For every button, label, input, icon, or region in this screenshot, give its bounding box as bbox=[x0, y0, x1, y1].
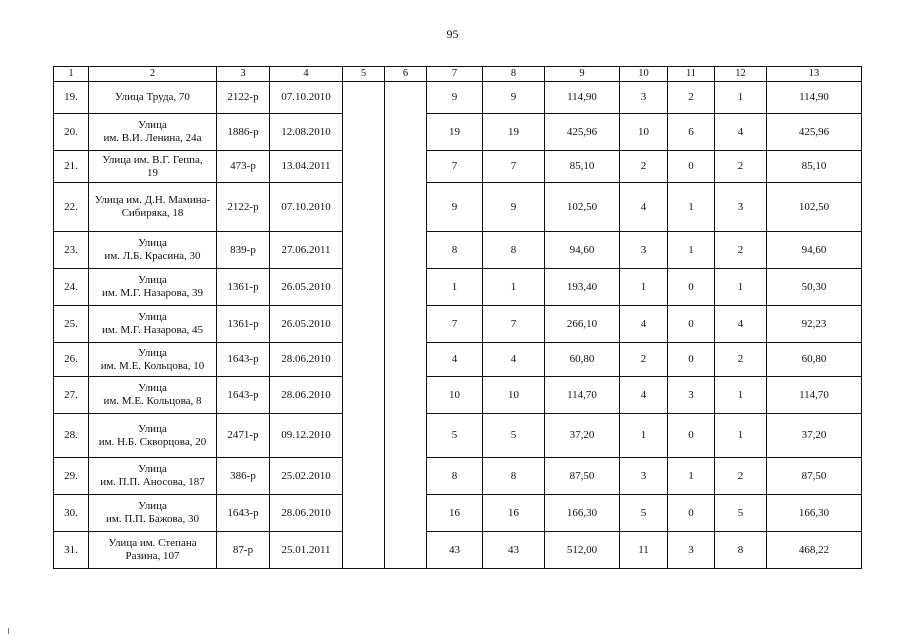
order-date: 28.06.2010 bbox=[270, 495, 343, 532]
col-11: 1 bbox=[668, 232, 715, 269]
col-header: 1 bbox=[54, 67, 89, 82]
col-8: 9 bbox=[483, 82, 545, 114]
order-number: 1643-р bbox=[217, 377, 270, 414]
col-10: 3 bbox=[620, 458, 668, 495]
col-7: 16 bbox=[427, 495, 483, 532]
street-address: Улица им. М.Г. Назарова, 45 bbox=[89, 306, 217, 343]
col-11: 1 bbox=[668, 183, 715, 232]
order-number: 839-р bbox=[217, 232, 270, 269]
col-6 bbox=[385, 414, 427, 458]
table-row bbox=[54, 114, 862, 151]
col-header: 5 bbox=[343, 67, 385, 82]
row-number: 20. bbox=[54, 114, 89, 151]
street-address: Улица им. В.И. Ленина, 24а bbox=[89, 114, 217, 151]
col-7: 7 bbox=[427, 151, 483, 183]
area-final: 114,70 bbox=[767, 377, 862, 414]
col-10: 10 bbox=[620, 114, 668, 151]
col-6 bbox=[385, 306, 427, 343]
order-date: 28.06.2010 bbox=[270, 343, 343, 377]
col-6 bbox=[385, 343, 427, 377]
table-row bbox=[54, 82, 862, 114]
col-header: 13 bbox=[767, 67, 862, 82]
col-header: 4 bbox=[270, 67, 343, 82]
row-number: 27. bbox=[54, 377, 89, 414]
street-address: Улица им. Степана Разина, 107 bbox=[89, 532, 217, 569]
row-number: 23. bbox=[54, 232, 89, 269]
col-6 bbox=[385, 532, 427, 569]
table-row bbox=[54, 232, 862, 269]
row-number: 29. bbox=[54, 458, 89, 495]
row-number: 30. bbox=[54, 495, 89, 532]
col-5 bbox=[343, 114, 385, 151]
table-row bbox=[54, 532, 862, 569]
street-address: Улица им. П.П. Бажова, 30 bbox=[89, 495, 217, 532]
table-row bbox=[54, 151, 862, 183]
col-5 bbox=[343, 377, 385, 414]
col-10: 11 bbox=[620, 532, 668, 569]
col-7: 43 bbox=[427, 532, 483, 569]
row-number: 21. bbox=[54, 151, 89, 183]
area-final: 87,50 bbox=[767, 458, 862, 495]
col-7: 10 bbox=[427, 377, 483, 414]
col-12: 2 bbox=[715, 458, 767, 495]
area-total: 37,20 bbox=[545, 414, 620, 458]
area-total: 512,00 bbox=[545, 532, 620, 569]
area-final: 102,50 bbox=[767, 183, 862, 232]
col-header: 7 bbox=[427, 67, 483, 82]
area-final: 92,23 bbox=[767, 306, 862, 343]
col-12: 1 bbox=[715, 414, 767, 458]
col-12: 4 bbox=[715, 306, 767, 343]
col-12: 5 bbox=[715, 495, 767, 532]
col-10: 5 bbox=[620, 495, 668, 532]
col-5 bbox=[343, 458, 385, 495]
col-5 bbox=[343, 532, 385, 569]
table-row bbox=[54, 343, 862, 377]
col-10: 4 bbox=[620, 183, 668, 232]
col-8: 5 bbox=[483, 414, 545, 458]
area-total: 102,50 bbox=[545, 183, 620, 232]
col-header: 11 bbox=[668, 67, 715, 82]
order-number: 473-р bbox=[217, 151, 270, 183]
order-date: 25.01.2011 bbox=[270, 532, 343, 569]
row-number: 26. bbox=[54, 343, 89, 377]
area-total: 193,40 bbox=[545, 269, 620, 306]
col-10: 1 bbox=[620, 414, 668, 458]
col-12: 8 bbox=[715, 532, 767, 569]
col-10: 2 bbox=[620, 343, 668, 377]
col-6 bbox=[385, 183, 427, 232]
col-5 bbox=[343, 151, 385, 183]
street-address: Улица им. М.Е. Кольцова, 8 bbox=[89, 377, 217, 414]
col-header: 2 bbox=[89, 67, 217, 82]
area-total: 114,90 bbox=[545, 82, 620, 114]
col-6 bbox=[385, 458, 427, 495]
col-7: 9 bbox=[427, 183, 483, 232]
table-row bbox=[54, 183, 862, 232]
column-numbers-row bbox=[54, 67, 862, 82]
col-10: 4 bbox=[620, 377, 668, 414]
area-final: 425,96 bbox=[767, 114, 862, 151]
col-7: 7 bbox=[427, 306, 483, 343]
row-number: 25. bbox=[54, 306, 89, 343]
col-11: 3 bbox=[668, 532, 715, 569]
col-7: 4 bbox=[427, 343, 483, 377]
col-11: 0 bbox=[668, 269, 715, 306]
area-total: 166,30 bbox=[545, 495, 620, 532]
col-6 bbox=[385, 114, 427, 151]
area-final: 60,80 bbox=[767, 343, 862, 377]
col-12: 4 bbox=[715, 114, 767, 151]
col-5 bbox=[343, 82, 385, 114]
street-address: Улица им. П.П. Аносова, 187 bbox=[89, 458, 217, 495]
table-row bbox=[54, 458, 862, 495]
col-6 bbox=[385, 377, 427, 414]
area-total: 266,10 bbox=[545, 306, 620, 343]
col-10: 2 bbox=[620, 151, 668, 183]
col-6 bbox=[385, 269, 427, 306]
col-5 bbox=[343, 343, 385, 377]
scan-mark bbox=[8, 628, 9, 634]
area-final: 468,22 bbox=[767, 532, 862, 569]
col-11: 2 bbox=[668, 82, 715, 114]
table-row bbox=[54, 306, 862, 343]
col-12: 2 bbox=[715, 151, 767, 183]
street-address: Улица им. Н.Б. Скворцова, 20 bbox=[89, 414, 217, 458]
area-final: 50,30 bbox=[767, 269, 862, 306]
col-7: 1 bbox=[427, 269, 483, 306]
col-6 bbox=[385, 151, 427, 183]
col-10: 3 bbox=[620, 232, 668, 269]
order-date: 28.06.2010 bbox=[270, 377, 343, 414]
col-header: 3 bbox=[217, 67, 270, 82]
row-number: 24. bbox=[54, 269, 89, 306]
col-11: 0 bbox=[668, 495, 715, 532]
table-row bbox=[54, 377, 862, 414]
street-address: Улица им. М.Г. Назарова, 39 bbox=[89, 269, 217, 306]
col-7: 19 bbox=[427, 114, 483, 151]
order-number: 1361-р bbox=[217, 306, 270, 343]
order-number: 386-р bbox=[217, 458, 270, 495]
area-total: 94,60 bbox=[545, 232, 620, 269]
area-total: 85,10 bbox=[545, 151, 620, 183]
col-6 bbox=[385, 82, 427, 114]
col-10: 1 bbox=[620, 269, 668, 306]
table-row bbox=[54, 269, 862, 306]
street-address: Улица им. Д.Н. Мамина- Сибиряка, 18 bbox=[89, 183, 217, 232]
order-date: 26.05.2010 bbox=[270, 269, 343, 306]
order-number: 1361-р bbox=[217, 269, 270, 306]
col-header: 10 bbox=[620, 67, 668, 82]
row-number: 22. bbox=[54, 183, 89, 232]
order-date: 07.10.2010 bbox=[270, 183, 343, 232]
order-date: 25.02.2010 bbox=[270, 458, 343, 495]
order-date: 27.06.2011 bbox=[270, 232, 343, 269]
col-8: 10 bbox=[483, 377, 545, 414]
area-final: 85,10 bbox=[767, 151, 862, 183]
street-address: Улица Труда, 70 bbox=[89, 82, 217, 114]
col-5 bbox=[343, 232, 385, 269]
order-number: 2122-р bbox=[217, 82, 270, 114]
col-8: 7 bbox=[483, 306, 545, 343]
col-11: 0 bbox=[668, 414, 715, 458]
col-header: 6 bbox=[385, 67, 427, 82]
area-total: 87,50 bbox=[545, 458, 620, 495]
col-7: 5 bbox=[427, 414, 483, 458]
col-6 bbox=[385, 232, 427, 269]
street-address: Улица им. М.Е. Кольцова, 10 bbox=[89, 343, 217, 377]
housing-register-table bbox=[53, 66, 862, 569]
col-8: 8 bbox=[483, 458, 545, 495]
col-11: 0 bbox=[668, 151, 715, 183]
table-row bbox=[54, 495, 862, 532]
col-8: 1 bbox=[483, 269, 545, 306]
area-total: 114,70 bbox=[545, 377, 620, 414]
col-11: 6 bbox=[668, 114, 715, 151]
col-header: 9 bbox=[545, 67, 620, 82]
col-8: 8 bbox=[483, 232, 545, 269]
street-address: Улица им. Л.Б. Красина, 30 bbox=[89, 232, 217, 269]
order-number: 1886-р bbox=[217, 114, 270, 151]
col-12: 2 bbox=[715, 343, 767, 377]
order-date: 26.05.2010 bbox=[270, 306, 343, 343]
col-7: 9 bbox=[427, 82, 483, 114]
col-10: 3 bbox=[620, 82, 668, 114]
col-5 bbox=[343, 269, 385, 306]
col-12: 1 bbox=[715, 269, 767, 306]
col-5 bbox=[343, 495, 385, 532]
area-total: 60,80 bbox=[545, 343, 620, 377]
col-12: 1 bbox=[715, 377, 767, 414]
col-8: 9 bbox=[483, 183, 545, 232]
col-8: 43 bbox=[483, 532, 545, 569]
street-address: Улица им. В.Г. Геппа, 19 bbox=[89, 151, 217, 183]
order-number: 2122-р bbox=[217, 183, 270, 232]
order-date: 12.08.2010 bbox=[270, 114, 343, 151]
area-final: 37,20 bbox=[767, 414, 862, 458]
col-12: 2 bbox=[715, 232, 767, 269]
col-11: 0 bbox=[668, 306, 715, 343]
col-11: 3 bbox=[668, 377, 715, 414]
col-8: 16 bbox=[483, 495, 545, 532]
col-11: 0 bbox=[668, 343, 715, 377]
order-number: 1643-р bbox=[217, 495, 270, 532]
col-8: 19 bbox=[483, 114, 545, 151]
area-final: 114,90 bbox=[767, 82, 862, 114]
col-header: 12 bbox=[715, 67, 767, 82]
col-5 bbox=[343, 414, 385, 458]
col-11: 1 bbox=[668, 458, 715, 495]
row-number: 19. bbox=[54, 82, 89, 114]
area-total: 425,96 bbox=[545, 114, 620, 151]
col-12: 1 bbox=[715, 82, 767, 114]
order-number: 87-р bbox=[217, 532, 270, 569]
row-number: 28. bbox=[54, 414, 89, 458]
area-final: 94,60 bbox=[767, 232, 862, 269]
area-final: 166,30 bbox=[767, 495, 862, 532]
order-date: 09.12.2010 bbox=[270, 414, 343, 458]
order-number: 1643-р bbox=[217, 343, 270, 377]
col-12: 3 bbox=[715, 183, 767, 232]
col-10: 4 bbox=[620, 306, 668, 343]
order-number: 2471-р bbox=[217, 414, 270, 458]
col-header: 8 bbox=[483, 67, 545, 82]
order-date: 13.04.2011 bbox=[270, 151, 343, 183]
page-number: 95 bbox=[446, 27, 459, 41]
row-number: 31. bbox=[54, 532, 89, 569]
col-5 bbox=[343, 306, 385, 343]
col-6 bbox=[385, 495, 427, 532]
col-7: 8 bbox=[427, 232, 483, 269]
order-date: 07.10.2010 bbox=[270, 82, 343, 114]
table-row bbox=[54, 414, 862, 458]
col-7: 8 bbox=[427, 458, 483, 495]
col-5 bbox=[343, 183, 385, 232]
col-8: 4 bbox=[483, 343, 545, 377]
col-8: 7 bbox=[483, 151, 545, 183]
